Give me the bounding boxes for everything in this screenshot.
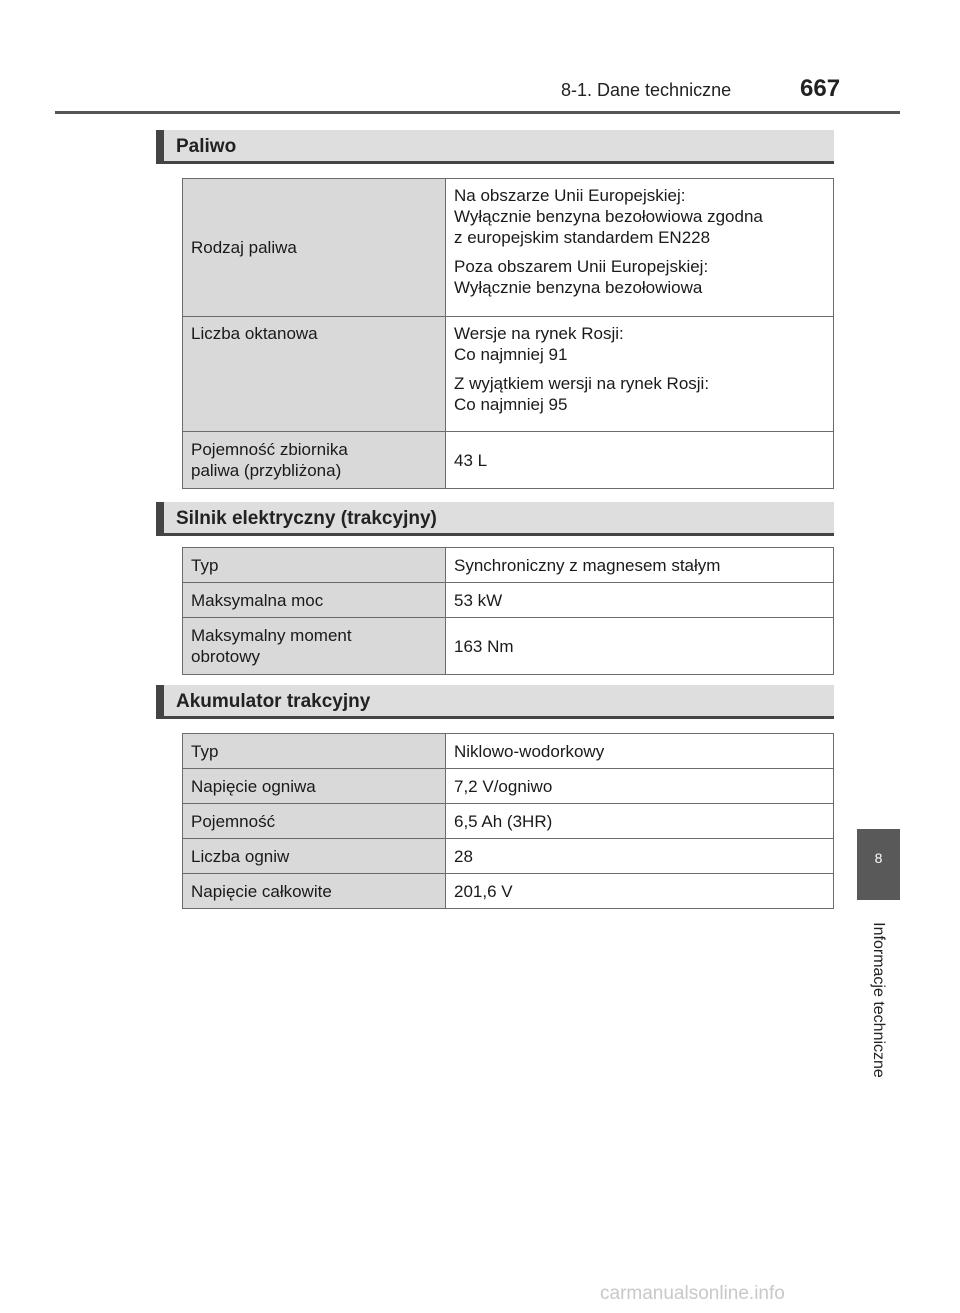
table-row <box>183 618 834 675</box>
chapter-tab-number: 8 <box>874 850 883 866</box>
row-label: Pojemność zbiornika paliwa (przybliżona) <box>183 432 446 489</box>
row-value: 43 L <box>446 432 834 489</box>
section-title: Silnik elektryczny (trakcyjny) <box>176 508 437 529</box>
motor-spec-table <box>182 547 834 675</box>
row-label: Maksymalny moment obrotowy <box>183 618 446 675</box>
row-value: Niklowo-wodorkowy <box>446 734 834 769</box>
row-label: Liczba ogniw <box>183 839 446 874</box>
table-row <box>183 874 834 909</box>
row-label: Typ <box>183 548 446 583</box>
section-heading-fuel <box>156 130 834 164</box>
row-label: Typ <box>183 734 446 769</box>
running-header-section: 8-1. Dane techniczne <box>561 80 732 100</box>
page-number: 667 <box>800 75 841 102</box>
row-value: 201,6 V <box>446 874 834 909</box>
table-row <box>183 179 834 317</box>
section-title: Akumulator trakcyjny <box>176 691 371 712</box>
row-value: 28 <box>446 839 834 874</box>
table-row <box>183 583 834 618</box>
table-row <box>183 548 834 583</box>
row-value: 53 kW <box>446 583 834 618</box>
table-row <box>183 839 834 874</box>
table-row <box>183 734 834 769</box>
row-value: 6,5 Ah (3HR) <box>446 804 834 839</box>
chapter-tab-label: Informacje techniczne <box>870 922 887 1078</box>
row-value: Wersje na rynek Rosji: Co najmniej 91 Z wyjątkiem wersji na rynek Rosji: Co najmniej 95 <box>446 317 834 432</box>
row-label: Napięcie ogniwa <box>183 769 446 804</box>
row-label: Maksymalna moc <box>183 583 446 618</box>
row-label: Napięcie całkowite <box>183 874 446 909</box>
battery-spec-table <box>182 733 834 909</box>
row-value: 163 Nm <box>446 618 834 675</box>
fuel-spec-table <box>182 178 834 489</box>
header-rule <box>55 111 900 114</box>
table-row <box>183 432 834 489</box>
row-value: 7,2 V/ogniwo <box>446 769 834 804</box>
row-label: Rodzaj paliwa <box>183 179 446 317</box>
row-value: Synchroniczny z magnesem stałym <box>446 548 834 583</box>
table-row <box>183 804 834 839</box>
table-row <box>183 317 834 432</box>
table-row <box>183 769 834 804</box>
row-label: Pojemność <box>183 804 446 839</box>
section-heading-electric-motor <box>156 502 834 536</box>
section-title: Paliwo <box>176 136 237 157</box>
section-heading-traction-battery <box>156 685 834 719</box>
watermark: carmanualsonline.info <box>600 1283 785 1304</box>
row-value: Na obszarze Unii Europejskiej: Wyłącznie benzyna bezołowiowa zgodna z europejskim standardem EN228 Poza obszarem Unii Europejskiej: Wyłącznie benzyna bezołowiowa <box>446 179 834 317</box>
row-label: Liczba oktanowa <box>183 317 446 432</box>
